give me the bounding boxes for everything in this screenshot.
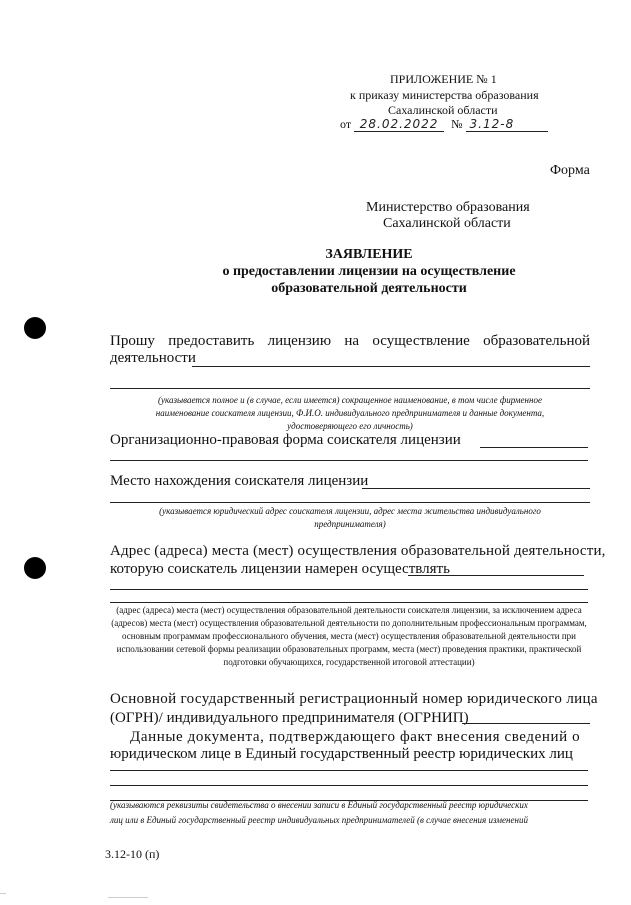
address-note: (адрес (адреса) места (мест) осуществления образовательной деятельности соискателя лицензии, за исключением адреса (адресов) места (мест) осуществления образовательной деятельности по дополнительным профессиональным программам, основным программам профессионального обучения, места (мест) осуществления образовательной деятельности при использовании сетевой формы реализации образовательных программ, места (мест) проведения практики, практической подготовки обучающихся, государственной итоговой аттестации)	[111, 605, 587, 667]
doc-line2: юридическом лице в Единый государственный реестр юридических лиц	[110, 746, 573, 762]
scan-mark	[0, 893, 6, 894]
request-word: лицензию	[267, 333, 332, 349]
form-code: 3.12-10 (п)	[105, 847, 160, 861]
order-line: к приказу министерства образования	[350, 88, 539, 102]
org-form-field[interactable]	[480, 447, 588, 448]
address-line2: которую соискатель лицензии намерен осуществлять	[110, 561, 450, 577]
doc-note1: (указываются реквизиты свидетельства о внесении записи в Единый государственный реестр юридических	[110, 800, 528, 810]
doc-field1[interactable]	[110, 770, 588, 771]
region-line: Сахалинской области	[388, 103, 498, 117]
document-title: ЗАЯВЛЕНИЕ	[325, 247, 413, 262]
address-field3[interactable]	[110, 602, 588, 603]
doc-line1: Данные документа, подтверждающего факт внесения сведений о	[130, 729, 581, 745]
handwritten-date: 28.02.2022	[354, 117, 444, 132]
address-field2[interactable]	[110, 589, 588, 590]
request-line2: деятельности	[110, 350, 196, 366]
location-note2: предпринимателя)	[314, 519, 386, 529]
ogrn-line2: (ОГРН)/ индивидуального предпринимателя (ОГРНИП)	[110, 710, 469, 726]
addressee-line2: Сахалинской области	[383, 216, 511, 231]
location-note1: (указывается юридический адрес соискателя лицензии, адрес места жительства индивидуального	[159, 506, 541, 516]
name-field-line1[interactable]	[192, 366, 590, 367]
punch-hole-top	[24, 317, 46, 339]
name-note2: наименование соискателя лицензии, Ф.И.О. индивидуального предпринимателя и данные документа,	[155, 408, 545, 418]
name-note1: (указывается полное и (в случае, если имеется) сокращенное наименование, в том числе фирменное	[158, 395, 542, 405]
appendix-label: ПРИЛОЖЕНИЕ № 1	[390, 72, 497, 86]
request-word: образовательной	[483, 333, 590, 349]
doc-note2: лиц или в Единый государственный реестр индивидуальных предпринимателей (в случае внесения изменений	[110, 815, 528, 825]
address-field[interactable]	[408, 575, 584, 576]
request-line	[110, 333, 590, 350]
ogrn-field[interactable]	[462, 723, 590, 724]
request-word: Прошу	[110, 333, 155, 349]
form-label: Форма	[550, 163, 590, 178]
ogrn-line1: Основной государственный регистрационный номер юридического лица	[110, 691, 598, 707]
request-word: на	[344, 333, 360, 349]
location-field[interactable]	[362, 488, 590, 489]
location-label: Место нахождения соискателя лицензии	[110, 473, 369, 489]
order-date-row	[340, 117, 548, 132]
date-prefix: от	[340, 117, 352, 131]
request-word: осуществление	[372, 333, 470, 349]
location-field2[interactable]	[110, 502, 590, 503]
name-field-line2[interactable]	[110, 388, 590, 389]
title-sub2: образовательной деятельности	[271, 281, 467, 296]
name-note3: удостоверяющего его личность)	[287, 421, 413, 431]
org-form-label: Организационно-правовая форма соискателя лицензии	[110, 432, 461, 448]
punch-hole-bottom	[24, 557, 46, 579]
org-form-field2[interactable]	[110, 460, 588, 461]
scan-mark	[108, 897, 148, 898]
handwritten-number: 3.12-8	[466, 117, 548, 132]
address-line1: Адрес (адреса) места (мест) осуществления образовательной деятельности,	[110, 543, 606, 559]
addressee-line1: Министерство образования	[366, 200, 530, 215]
title-sub1: о предоставлении лицензии на осуществление	[222, 264, 516, 279]
doc-field2[interactable]	[110, 785, 588, 786]
request-word: предоставить	[168, 333, 255, 349]
number-prefix: №	[451, 117, 463, 131]
